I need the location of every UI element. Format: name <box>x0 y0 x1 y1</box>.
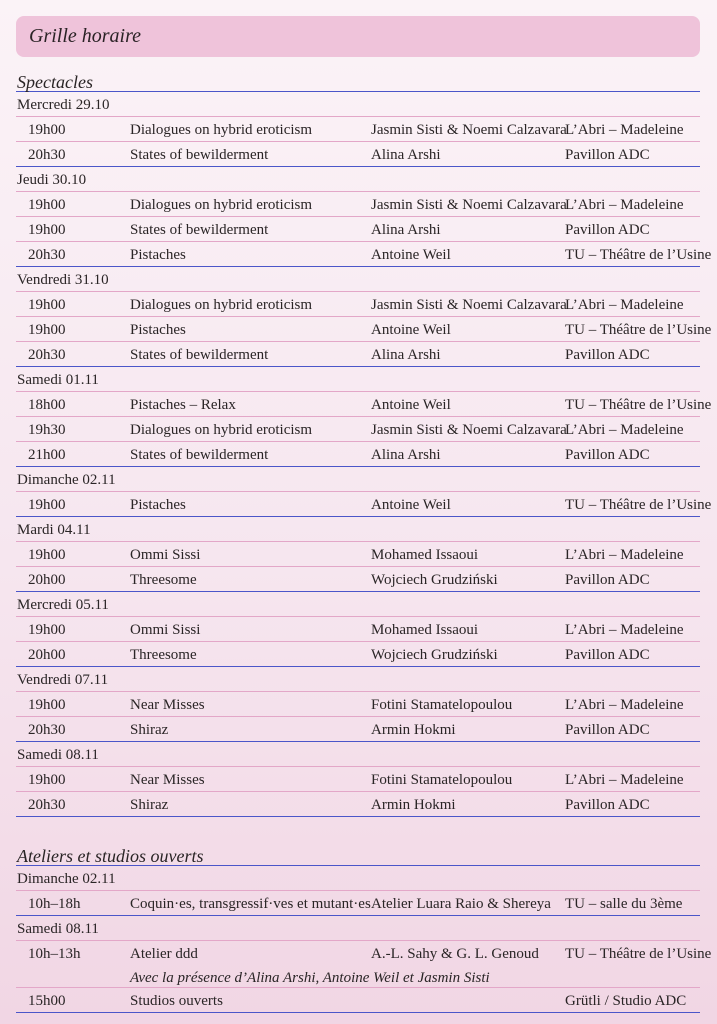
schedule-row <box>16 417 700 442</box>
event-venue-text: Pavillon ADC <box>565 147 650 163</box>
event-artist <box>371 142 565 166</box>
day-label: Mercredi 29.10 <box>16 92 700 117</box>
event-artist <box>371 342 565 366</box>
event-time-text: 19h00 <box>28 697 66 713</box>
event-venue-text: TU – salle du 3ème <box>565 896 683 912</box>
event-title <box>130 342 371 366</box>
event-title-text: Dialogues on hybrid eroticism <box>130 197 313 213</box>
event-venue <box>565 192 700 216</box>
event-time <box>16 292 130 316</box>
event-artist-text: Jasmin Sisti & Noemi Calzavara <box>371 422 567 438</box>
event-title-text: Near Misses <box>130 697 205 713</box>
event-venue <box>565 617 700 641</box>
event-time-text: 19h00 <box>28 322 66 338</box>
event-time-text: 10h–13h <box>28 946 81 962</box>
event-time <box>16 192 130 216</box>
event-venue-text: L’Abri – Madeleine <box>565 547 684 563</box>
event-artist-text: Antoine Weil <box>371 497 451 513</box>
event-venue <box>565 642 700 666</box>
event-title <box>130 542 371 566</box>
schedule-row <box>16 217 700 242</box>
event-artist-text: Wojciech Grudziński <box>371 572 498 588</box>
event-title-text: States of bewilderment <box>130 222 269 238</box>
event-time-text: 15h00 <box>28 993 66 1009</box>
event-time-text: 10h–18h <box>28 896 81 912</box>
event-venue <box>565 988 700 1012</box>
event-artist <box>371 542 565 566</box>
event-venue-text: L’Abri – Madeleine <box>565 622 684 638</box>
day-label: Jeudi 30.10 <box>16 167 700 192</box>
event-title <box>130 217 371 241</box>
event-title <box>130 392 371 416</box>
event-title <box>130 692 371 716</box>
event-artist <box>371 442 565 466</box>
schedule-row <box>16 988 700 1013</box>
event-artist <box>371 617 565 641</box>
event-artist <box>371 891 565 915</box>
event-artist <box>371 317 565 341</box>
event-artist <box>371 792 565 816</box>
event-time <box>16 117 130 141</box>
event-artist-text: Fotini Stamatelopoulou <box>371 772 513 788</box>
event-venue-text: Pavillon ADC <box>565 222 650 238</box>
event-title-text: Ommi Sissi <box>130 622 201 638</box>
event-venue-text: Pavillon ADC <box>565 572 650 588</box>
event-artist-text: Alina Arshi <box>371 447 441 463</box>
event-time <box>16 317 130 341</box>
event-time <box>16 792 130 816</box>
schedule-page <box>16 16 712 1013</box>
event-venue <box>565 567 700 591</box>
event-venue-text: Pavillon ADC <box>565 447 650 463</box>
event-venue-text: L’Abri – Madeleine <box>565 197 684 213</box>
event-title-text: Pistaches – Relax <box>130 397 236 413</box>
event-time-text: 19h00 <box>28 122 66 138</box>
event-time-text: 20h30 <box>28 147 66 163</box>
event-artist <box>371 642 565 666</box>
schedule-row <box>16 891 700 916</box>
event-time-text: 20h30 <box>28 722 66 738</box>
event-venue <box>565 317 712 341</box>
event-time <box>16 392 130 416</box>
event-title <box>130 292 371 316</box>
event-artist-text: A.-L. Sahy & G. L. Genoud <box>371 946 539 962</box>
schedule-row <box>16 941 712 988</box>
event-venue-text: L’Abri – Madeleine <box>565 697 684 713</box>
event-artist <box>371 292 565 316</box>
event-artist-text: Alina Arshi <box>371 347 441 363</box>
section-title-ateliers: Ateliers et studios ouverts <box>16 841 700 866</box>
event-venue <box>565 392 712 416</box>
event-title-text: Pistaches <box>130 497 186 513</box>
event-artist-text: Mohamed Issaoui <box>371 622 479 638</box>
event-venue <box>565 217 700 241</box>
event-title <box>130 242 371 266</box>
schedule-row <box>16 192 700 217</box>
day-label: Dimanche 02.11 <box>16 467 700 492</box>
event-title <box>130 442 371 466</box>
event-artist <box>371 717 565 741</box>
event-time-text: 20h30 <box>28 797 66 813</box>
event-title-text: Pistaches <box>130 322 186 338</box>
event-time-text: 19h00 <box>28 222 66 238</box>
event-artist-text: Jasmin Sisti & Noemi Calzavara <box>371 122 567 138</box>
event-venue <box>565 717 700 741</box>
event-note: Avec la présence d’Alina Arshi, Antoine Weil et Jasmin Sisti <box>130 970 490 986</box>
day-label: Vendredi 07.11 <box>16 667 700 692</box>
event-time <box>16 767 130 791</box>
event-time-text: 19h00 <box>28 297 66 313</box>
schedule-row <box>16 442 700 467</box>
event-title <box>130 988 371 1012</box>
event-time <box>16 217 130 241</box>
spectacles-list <box>16 92 712 817</box>
event-time-text: 20h00 <box>28 647 66 663</box>
event-title-text: Dialogues on hybrid eroticism <box>130 122 313 138</box>
event-artist-text: Atelier Luara Raio & Shereya <box>371 896 551 912</box>
schedule-row <box>16 492 712 517</box>
event-title <box>130 492 371 516</box>
event-title-text: Dialogues on hybrid eroticism <box>130 297 313 313</box>
schedule-row <box>16 292 700 317</box>
event-time <box>16 642 130 666</box>
schedule-row <box>16 542 700 567</box>
event-artist <box>371 567 565 591</box>
event-title-text: Ommi Sissi <box>130 547 201 563</box>
schedule-row <box>16 717 700 742</box>
event-venue <box>565 242 712 266</box>
event-artist-text: Wojciech Grudziński <box>371 647 498 663</box>
event-venue <box>565 542 700 566</box>
event-time <box>16 567 130 591</box>
schedule-row <box>16 392 712 417</box>
event-time-text: 21h00 <box>28 447 66 463</box>
event-artist-text: Mohamed Issaoui <box>371 547 479 563</box>
event-venue-text: TU – Théâtre de l’Usine <box>565 497 712 513</box>
event-title-text: States of bewilderment <box>130 447 269 463</box>
event-time-text: 19h00 <box>28 497 66 513</box>
event-time <box>16 617 130 641</box>
event-venue-text: L’Abri – Madeleine <box>565 122 684 138</box>
event-title-text: Pistaches <box>130 247 186 263</box>
event-artist-text: Antoine Weil <box>371 397 451 413</box>
event-title <box>130 567 371 591</box>
event-title-text: Shiraz <box>130 797 169 813</box>
event-artist-text: Alina Arshi <box>371 147 441 163</box>
event-venue <box>565 417 700 441</box>
event-time-text: 20h30 <box>28 347 66 363</box>
event-title-text: Threesome <box>130 572 197 588</box>
event-venue-text: TU – Théâtre de l’Usine <box>565 397 712 413</box>
event-title <box>130 192 371 216</box>
event-venue-text: L’Abri – Madeleine <box>565 297 684 313</box>
event-time <box>16 542 130 566</box>
event-title <box>130 717 371 741</box>
day-label: Mardi 04.11 <box>16 517 700 542</box>
day-label: Samedi 08.11 <box>16 742 700 767</box>
event-title <box>130 891 371 915</box>
page-title-banner <box>16 16 700 57</box>
event-artist <box>371 392 565 416</box>
event-venue <box>565 492 712 516</box>
day-label: Mercredi 05.11 <box>16 592 700 617</box>
event-title-text: Studios ouverts <box>130 993 223 1009</box>
event-title-text: Dialogues on hybrid eroticism <box>130 422 313 438</box>
day-label: Dimanche 02.11 <box>16 866 700 891</box>
event-title-text: Threesome <box>130 647 197 663</box>
event-artist <box>371 242 565 266</box>
event-artist-text: Armin Hokmi <box>371 797 456 813</box>
event-artist-text: Alina Arshi <box>371 222 441 238</box>
day-label: Samedi 08.11 <box>16 916 700 941</box>
event-artist-text: Jasmin Sisti & Noemi Calzavara <box>371 297 567 313</box>
event-title <box>130 317 371 341</box>
event-artist <box>371 217 565 241</box>
event-venue <box>565 792 700 816</box>
event-title <box>130 617 371 641</box>
event-artist <box>371 767 565 791</box>
event-time <box>16 988 130 1012</box>
schedule-row <box>16 767 700 792</box>
event-artist-text: Fotini Stamatelopoulou <box>371 697 513 713</box>
ateliers-list <box>16 866 712 1013</box>
event-time-text: 19h00 <box>28 622 66 638</box>
event-title-text: States of bewilderment <box>130 347 269 363</box>
event-time <box>16 142 130 166</box>
event-venue <box>565 442 700 466</box>
event-artist-text: Armin Hokmi <box>371 722 456 738</box>
event-artist <box>371 941 565 987</box>
event-time-text: 19h30 <box>28 422 66 438</box>
event-venue <box>565 342 700 366</box>
event-artist <box>371 117 565 141</box>
page-title: Grille horaire <box>29 25 142 47</box>
day-label: Vendredi 31.10 <box>16 267 700 292</box>
schedule-row <box>16 692 700 717</box>
event-time <box>16 492 130 516</box>
event-time <box>16 342 130 366</box>
event-time <box>16 717 130 741</box>
event-venue <box>565 292 700 316</box>
event-artist <box>371 192 565 216</box>
event-artist-text: Antoine Weil <box>371 322 451 338</box>
event-title <box>130 792 371 816</box>
event-venue-text: Pavillon ADC <box>565 722 650 738</box>
event-venue-text: Pavillon ADC <box>565 797 650 813</box>
event-time <box>16 891 130 915</box>
event-time <box>16 242 130 266</box>
event-time-text: 20h30 <box>28 247 66 263</box>
event-time-text: 19h00 <box>28 197 66 213</box>
schedule-row <box>16 617 700 642</box>
schedule-row <box>16 242 712 267</box>
event-artist <box>371 988 565 1012</box>
event-artist-text: Jasmin Sisti & Noemi Calzavara <box>371 197 567 213</box>
event-venue-text: Pavillon ADC <box>565 647 650 663</box>
section-title-spectacles: Spectacles <box>16 67 700 92</box>
event-artist-text: Antoine Weil <box>371 247 451 263</box>
event-time-text: 20h00 <box>28 572 66 588</box>
event-artist <box>371 492 565 516</box>
event-time <box>16 442 130 466</box>
event-venue <box>565 142 700 166</box>
event-title-text: Shiraz <box>130 722 169 738</box>
event-title <box>130 117 371 141</box>
event-venue-text: L’Abri – Madeleine <box>565 422 684 438</box>
day-label: Samedi 01.11 <box>16 367 700 392</box>
event-time <box>16 692 130 716</box>
schedule-row <box>16 642 700 667</box>
event-time <box>16 417 130 441</box>
schedule-row <box>16 317 712 342</box>
event-venue <box>565 767 700 791</box>
event-title-text: Atelier ddd <box>130 946 198 962</box>
event-venue <box>565 941 712 987</box>
event-time-text: 19h00 <box>28 772 66 788</box>
schedule-row <box>16 117 700 142</box>
event-artist <box>371 692 565 716</box>
schedule-row <box>16 342 700 367</box>
event-title <box>130 417 371 441</box>
schedule-row <box>16 567 700 592</box>
schedule-row <box>16 792 700 817</box>
event-venue-text: TU – Théâtre de l’Usine <box>565 247 712 263</box>
event-venue-text: TU – Théâtre de l’Usine <box>565 322 712 338</box>
event-venue-text: TU – Théâtre de l’Usine <box>565 946 712 962</box>
event-venue-text: Pavillon ADC <box>565 347 650 363</box>
event-time <box>16 941 130 987</box>
event-venue-text: Grütli / Studio ADC <box>565 993 687 1009</box>
event-title-text: Near Misses <box>130 772 205 788</box>
event-time-text: 18h00 <box>28 397 66 413</box>
event-venue <box>565 117 700 141</box>
event-title <box>130 642 371 666</box>
event-artist <box>371 417 565 441</box>
event-venue-text: L’Abri – Madeleine <box>565 772 684 788</box>
event-title <box>130 142 371 166</box>
event-title-text: Coquin·es, transgressif·ves et mutant·es <box>130 896 371 912</box>
event-time-text: 19h00 <box>28 547 66 563</box>
event-venue <box>565 891 700 915</box>
event-title-text: States of bewilderment <box>130 147 269 163</box>
event-venue <box>565 692 700 716</box>
schedule-row <box>16 142 700 167</box>
event-title <box>130 767 371 791</box>
